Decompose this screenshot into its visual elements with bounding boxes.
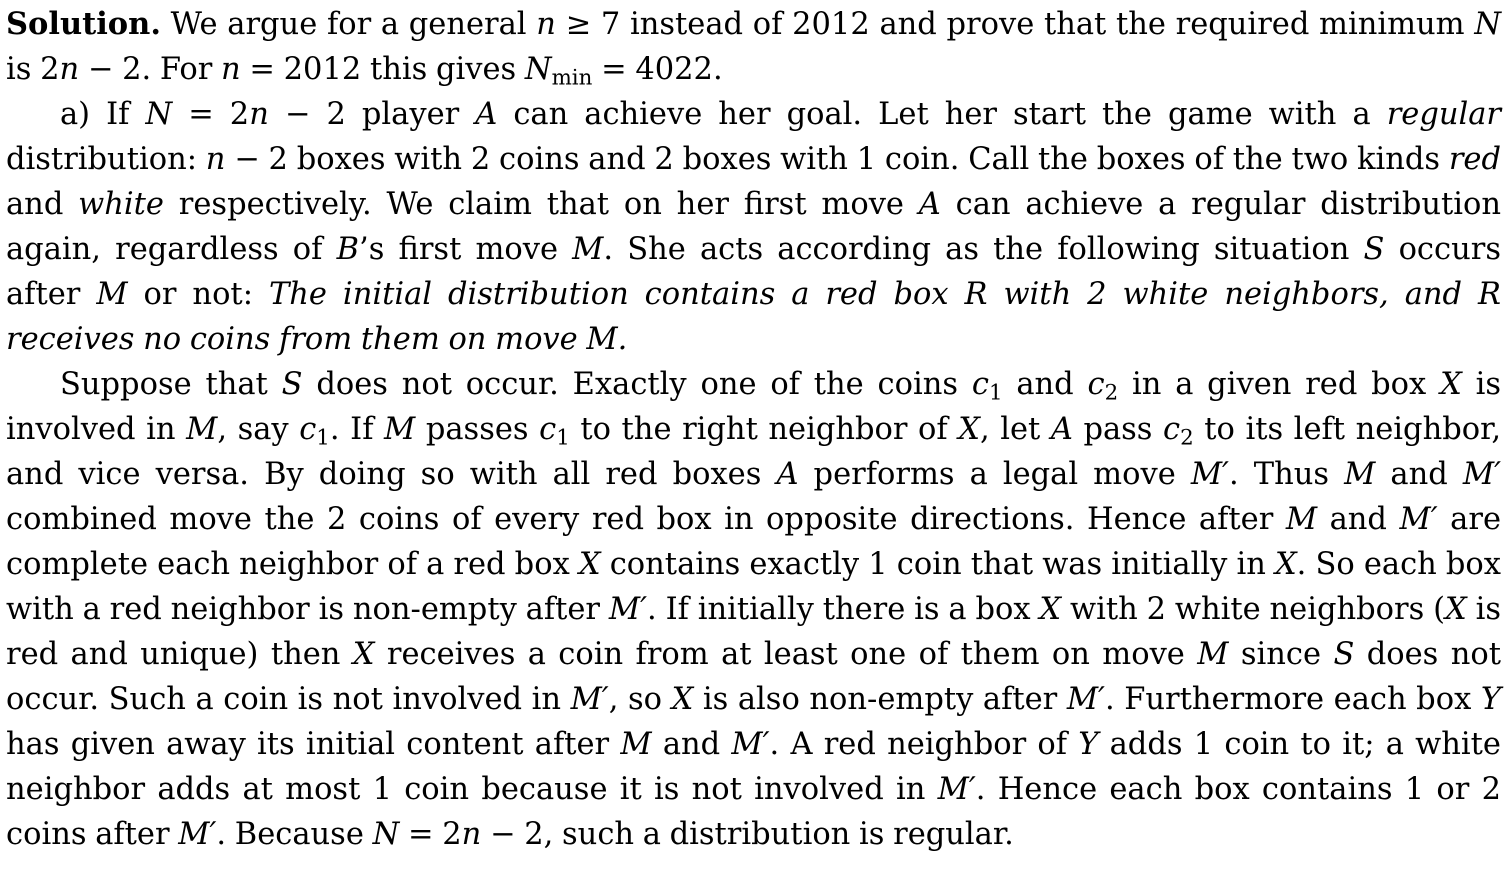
math-subscript: min [551,65,593,91]
math-var: M [620,727,652,762]
math-var: N [372,817,400,852]
text-run: . A red neighbor of [769,727,1079,762]
math-var: N [524,52,552,87]
text-run: occurs after [6,232,1501,312]
text-run: . Furthermore each box [1104,682,1481,717]
text-run: . Because [216,817,373,852]
text-run: does not occur. Exactly one of the coins [302,367,972,402]
text-run: is also non-empty after [693,682,1067,717]
text-run: can achieve a regular distribution again, regardless of [6,187,1502,267]
text-run: . If [329,412,385,447]
text-run: adds 1 coin to it; a white neighbor adds at most 1 coin because it is not involved in [6,727,1501,807]
text-run: , say [217,412,300,447]
text-run: with 2 white neighbors ( [1061,592,1446,627]
math-var: c [971,367,989,402]
math-subscript: 1 [988,380,1003,406]
math-var: c [1163,412,1181,447]
math-var: X [671,682,694,717]
math-var: c [299,412,317,447]
math-var: n [536,7,556,42]
math-var: n [59,52,80,87]
math-subscript: 2 [1104,380,1119,406]
text-run: receives a coin from at least one of them on move [374,637,1198,672]
math-var: A [1050,412,1073,447]
emph-text: regular [1386,97,1502,132]
text-run: − 2. For [79,52,222,87]
text-run: passes [415,412,540,447]
math-subscript: 2 [1180,425,1194,451]
text-run: since [1228,637,1334,672]
math-var: M′ [1399,502,1438,537]
math-var: n [205,142,226,177]
math-var: c [1087,367,1105,402]
text-run: . Thus [1228,457,1345,492]
text-run: respectively. We claim that on her first move [163,187,919,222]
text-run: performs a legal move [798,457,1191,492]
solution-label: Solution. [6,6,161,42]
text-run: We argue for a general [160,7,537,42]
text-run: , so [608,682,672,717]
math-var: M [96,277,128,312]
math-ineq: ≥ 7 [555,7,621,42]
text-run: = 2012 this gives [240,52,525,87]
math-var: N [1474,7,1501,42]
math-var: M [186,412,218,447]
text-run: . So each box with a red neighbor is non-empty after [6,547,1501,627]
math-var: S [1333,637,1355,672]
math-var: N [145,97,173,132]
text-run: contains exactly 1 coin that was initially in [600,547,1275,582]
text-run: . If initially there is a box [647,592,1040,627]
math-var: n [249,97,269,132]
math-var: X [958,412,980,447]
math-var: A [776,457,799,492]
math-var: M [1197,637,1229,672]
math-var: M [1344,457,1376,492]
math-var: M′ [937,772,976,807]
math-var: M′ [1066,682,1105,717]
math-var: S [281,367,303,402]
solution-intro-paragraph [6,2,1501,92]
math-var: c [539,412,557,447]
math-var: X [1274,547,1297,582]
math-var: X [1039,592,1062,627]
text-run: Suppose that [60,367,282,402]
text-run: are complete each neighbor of a red box [6,502,1501,582]
math-var: X [1440,367,1462,402]
text-run: = 2 [172,97,250,132]
text-run: to the right neighbor of [569,412,959,447]
math-var: X [578,547,601,582]
text-run: combined move the 2 coins of every red box in opposite directions. Hence after [6,502,1286,537]
text-run: is red and unique) then [6,592,1501,672]
math-var: M′ [178,817,217,852]
text-run: instead of 2012 and prove that the required minimum [620,7,1475,42]
text-run: = 2 [399,817,462,852]
math-var: M′ [608,592,648,627]
text-run: and [1317,502,1400,537]
text-run: and [651,727,732,762]
text-run: in a given red box [1118,367,1441,402]
text-run: distribution: [6,142,206,177]
part-a-paragraph [6,92,1501,362]
math-var: M′ [570,682,609,717]
situation-statement: The initial distribution contains a red box R with 2 white neighbors, and R receives no coins from them on move M. [6,277,1501,357]
text-run: is involved in [6,367,1501,447]
math-var: X [352,637,375,672]
math-var: M′ [1462,457,1501,492]
text-run: is 2 [6,52,60,87]
math-var: n [221,52,241,87]
text-run: and [6,187,79,222]
text-run: . Hence each box contains 1 or 2 coins after [6,772,1501,852]
text-run: − 2 player [268,97,476,132]
text-run: − 2, such a distribution is regular. [481,817,1014,852]
text-run: = 4022. [592,52,723,87]
text-run: and [1375,457,1463,492]
math-var: n [461,817,482,852]
math-var: A [918,187,941,222]
math-var: Y [1480,682,1501,717]
text-run: to its left neighbor, and vice versa. By doing so with all red boxes [6,412,1502,492]
text-run: pass [1072,412,1164,447]
math-var: M [572,232,604,267]
text-run: can achieve her goal. Let her start the game with a [497,97,1387,132]
math-var: M [384,412,416,447]
math-subscript: 1 [316,425,330,451]
math-var: S [1363,232,1385,267]
text-run: ’s first move [359,232,573,267]
math-var: A [475,97,498,132]
math-var: M′ [1190,457,1229,492]
emph-text: white [78,187,164,222]
math-var: M [1285,502,1318,537]
math-var: B [336,232,360,267]
text-run: a) If [60,97,146,132]
text-run: has given away its initial content after [6,727,621,762]
text-run: − 2 boxes with 2 coins and 2 boxes with 1 coin. Call the boxes of the two kinds [225,142,1449,177]
emph-text: red [1448,142,1501,177]
math-var: X [1445,592,1467,627]
text-run: does not occur. Such a coin is not involved in [6,637,1501,717]
text-run: , let [979,412,1051,447]
math-var: Y [1078,727,1099,762]
text-run: . She acts according as the following situation [603,232,1364,267]
text-run: and [1002,367,1088,402]
text-run: or not: [127,277,269,312]
math-var: M′ [731,727,770,762]
math-subscript: 1 [556,425,570,451]
part-b-paragraph [6,362,1501,857]
